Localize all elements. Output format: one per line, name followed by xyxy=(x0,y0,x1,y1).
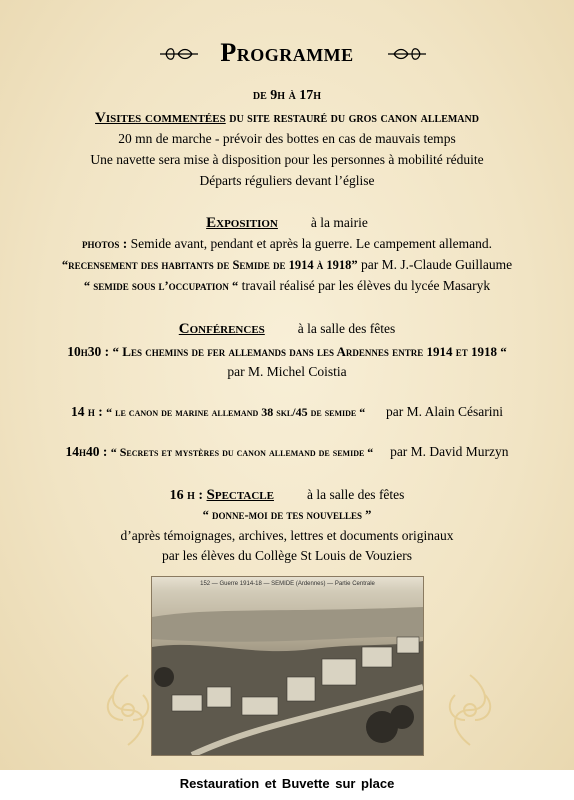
spectacle-label: Spectacle xyxy=(206,487,274,503)
exposition-label: Exposition xyxy=(206,215,278,231)
conference-1-time: 10h30 : xyxy=(67,344,113,359)
visites-line-1: 20 mn de marche - prévoir des bottes en cas de mauvais temps xyxy=(118,131,456,146)
conference-1-title: “ Les chemins de fer allemands dans les Ardennes entre 1914 et 1918 “ xyxy=(112,344,507,359)
page-title: Programme xyxy=(220,38,354,67)
photo-caption: 152 — Guerre 1914-18 — SEMIDE (Ardennes) — Partie Centrale xyxy=(200,581,375,587)
historic-photo xyxy=(151,576,424,756)
conference-3 xyxy=(0,444,574,460)
conference-2-author: par M. Alain Césarini xyxy=(386,404,503,419)
village-ruins-illustration xyxy=(152,577,423,755)
exposition-place: à la mairie xyxy=(310,215,368,230)
exposition-heading xyxy=(0,215,574,232)
conference-3-author: par M. David Murzyn xyxy=(390,444,509,459)
recensement-label: “recensement des habitants de Semide de 1914 à 1918” xyxy=(61,258,358,272)
conferences-label: Conférences xyxy=(178,321,265,337)
occupation-label: “ semide sous l’occupation “ xyxy=(83,279,239,293)
recensement-text: par M. J.-Claude Guillaume xyxy=(357,257,513,272)
spectacle-line-1: d’après témoignages, archives, lettres et documents originaux xyxy=(120,528,454,543)
conference-2-time: 14 h : xyxy=(71,404,107,419)
conference-3-time: 14h40 : xyxy=(65,444,111,459)
exposition-occupation xyxy=(0,278,574,294)
occupation-text: travail réalisé par les élèves du lycée Masaryk xyxy=(238,278,491,293)
spectacle-line-2: par les élèves du Collège St Louis de Vouziers xyxy=(162,548,412,563)
photos-label: photos : xyxy=(82,236,128,251)
conferences-place: à la salle des fêtes xyxy=(297,321,396,336)
visites-line-2: Une navette sera mise à disposition pour les personnes à mobilité réduite xyxy=(90,152,484,167)
visites-label: Visites commentées xyxy=(95,110,226,126)
right-ornament-icon xyxy=(440,670,500,750)
visites-subject: du site restauré du gros canon allemand xyxy=(225,111,479,126)
conference-1 xyxy=(0,344,574,360)
spectacle-title: “ donne-moi de tes nouvelles ” xyxy=(202,508,372,522)
spectacle-heading xyxy=(0,487,574,504)
photos-text: Semide avant, pendant et après la guerre. Le campement allemand. xyxy=(127,236,492,251)
visites-heading xyxy=(0,110,574,127)
conference-3-title: “ Secrets et mystères du canon allemand de semide “ xyxy=(110,445,374,459)
spectacle-place: à la salle des fêtes xyxy=(306,487,405,502)
conferences-heading xyxy=(0,321,574,338)
conference-2-title: “ le canon de marine allemand 38 skl/45 de semide “ xyxy=(106,405,366,419)
spectacle-time: 16 h : xyxy=(169,488,207,503)
exposition-recensement xyxy=(0,257,574,273)
conference-2 xyxy=(0,404,574,420)
conference-1-author: par M. Michel Coistia xyxy=(227,364,347,379)
footer-note: Restauration et Buvette sur place xyxy=(179,776,395,791)
opening-hours: de 9h à 17h xyxy=(252,88,322,103)
left-ornament-icon xyxy=(98,670,158,750)
visites-line-3: Départs réguliers devant l’église xyxy=(199,173,375,188)
exposition-photos xyxy=(0,236,574,252)
